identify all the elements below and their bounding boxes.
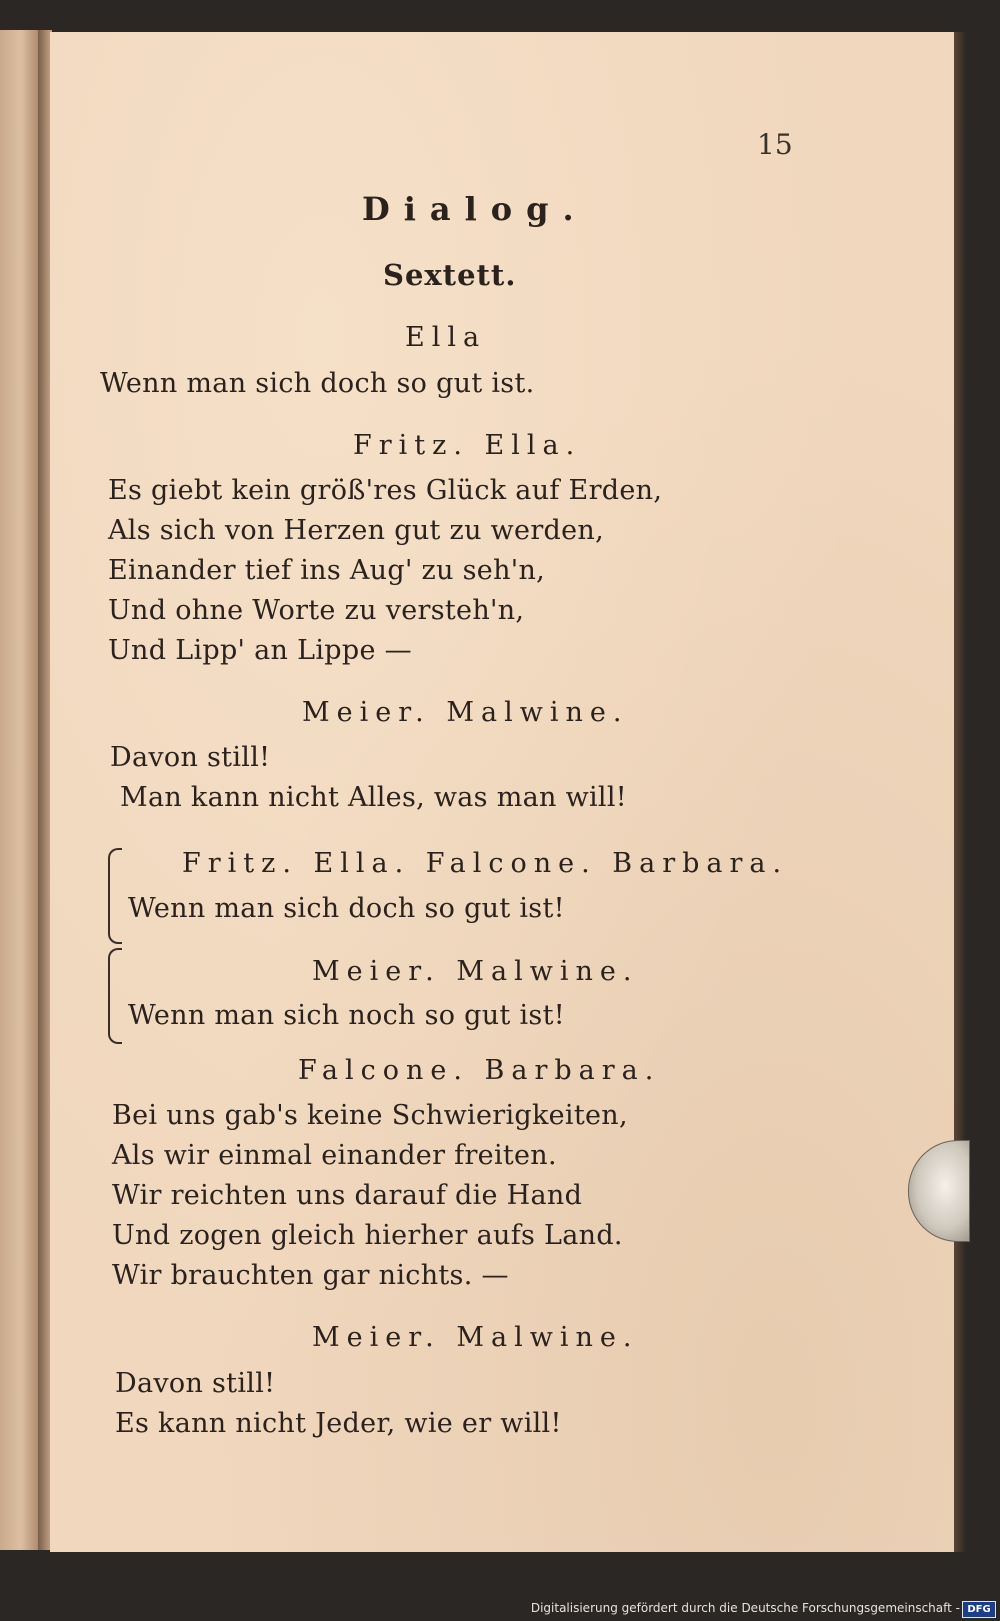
footer-credit: Digitalisierung gefördert durch die Deutsche Forschungsgemeinschaft - xyxy=(530,1601,960,1615)
verse-line: Es giebt kein größ'res Glück auf Erden, xyxy=(108,475,663,506)
page-subtitle: Sextett. xyxy=(383,258,517,292)
speaker-label: Falcone. Barbara. xyxy=(298,1055,661,1086)
brace-bracket xyxy=(108,848,122,944)
verse-line: Wenn man sich noch so gut ist! xyxy=(128,1000,565,1031)
speaker-label: Meier. Malwine. xyxy=(312,956,639,987)
dfg-logo: DFG xyxy=(962,1601,996,1618)
left-page-edge xyxy=(0,30,40,1550)
speaker-label: Ella xyxy=(405,322,487,353)
verse-line: Es kann nicht Jeder, wie er will! xyxy=(115,1408,562,1439)
speaker-label: Fritz. Ella. xyxy=(353,430,582,461)
page-edge-shadow xyxy=(954,32,966,1552)
page-number: 15 xyxy=(757,128,793,161)
verse-line: Und ohne Worte zu versteh'n, xyxy=(108,595,525,626)
verse-line: Als wir einmal einander freiten. xyxy=(112,1140,557,1171)
verse-line: Und Lipp' an Lippe — xyxy=(108,635,412,666)
verse-line: Bei uns gab's keine Schwierigkeiten, xyxy=(112,1100,628,1131)
verse-line: Wenn man sich doch so gut ist. xyxy=(100,368,535,399)
speaker-label: Fritz. Ella. Falcone. Barbara. xyxy=(182,848,789,879)
verse-line: Als sich von Herzen gut zu werden, xyxy=(108,515,604,546)
verse-line: Wir reichten uns darauf die Hand xyxy=(112,1180,583,1211)
verse-line: Davon still! xyxy=(110,742,271,773)
page-title: Dialog. xyxy=(362,190,588,228)
verse-line: Davon still! xyxy=(115,1368,276,1399)
speaker-label: Meier. Malwine. xyxy=(302,697,629,728)
verse-line: Man kann nicht Alles, was man will! xyxy=(120,782,627,813)
brace-bracket xyxy=(108,948,122,1044)
verse-line: Einander tief ins Aug' zu seh'n, xyxy=(108,555,546,586)
verse-line: Wenn man sich doch so gut ist! xyxy=(128,893,565,924)
verse-line: Und zogen gleich hierher aufs Land. xyxy=(112,1220,623,1251)
verse-line: Wir brauchten gar nichts. — xyxy=(112,1260,509,1291)
speaker-label: Meier. Malwine. xyxy=(312,1322,639,1353)
